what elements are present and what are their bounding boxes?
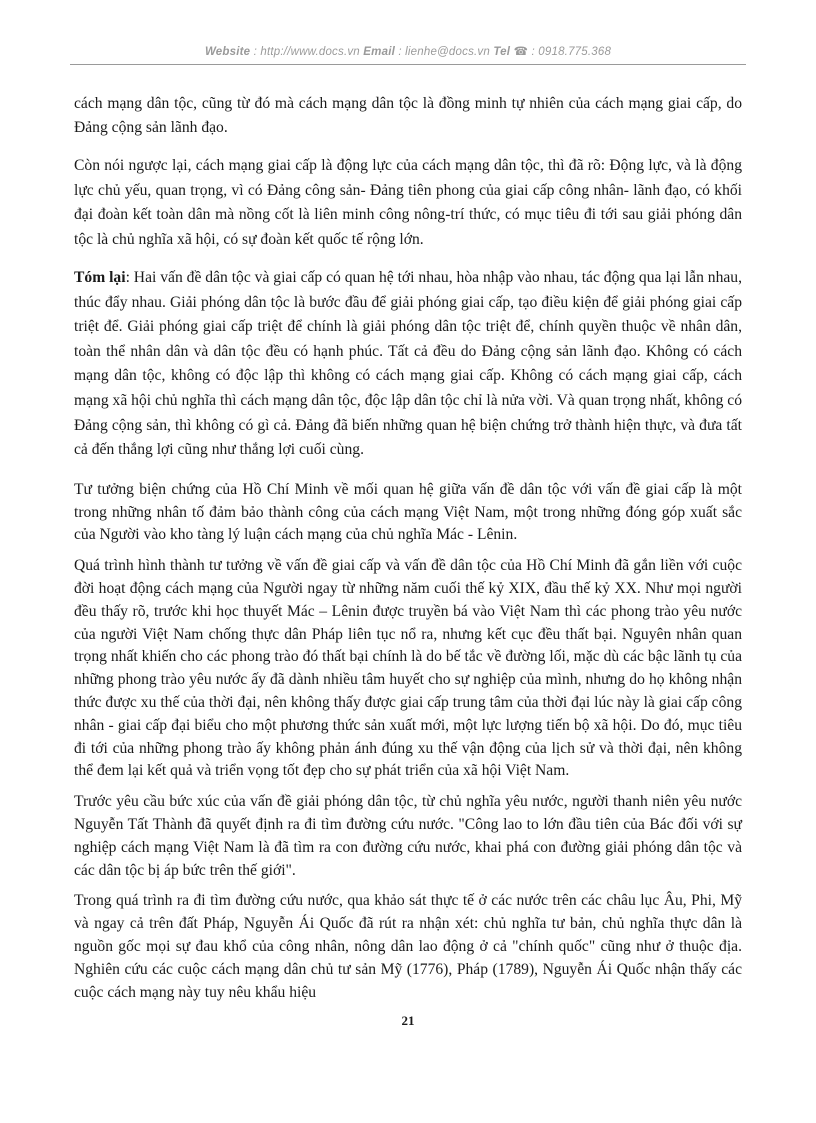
- page-header: [70, 44, 746, 58]
- summary-lead: Tóm lại: [74, 269, 126, 287]
- page-number: 21: [401, 1013, 415, 1028]
- tel-label: Tel: [493, 46, 511, 58]
- paragraph-1: cách mạng dân tộc, cũng từ đó mà cách mạng dân tộc là đồng minh tự nhiên của cách mạng giai cấp, do Đảng cộng sản lãnh đạo.: [74, 95, 742, 137]
- paragraph-4: Tư tưởng biện chứng của Hồ Chí Minh về mối quan hệ giữa vấn đề dân tộc với vấn đề giai cấp là một trong những nhân tố đảm bảo thành công của cách mạng Việt Nam, một trong những đóng góp xuất sắc của Người vào kho tàng lý luận cách mạng của chủ nghĩa Mác - Lênin.: [74, 480, 742, 544]
- header-divider: [70, 64, 746, 65]
- phone-number: : 0918.775.368: [528, 46, 612, 58]
- summary-text: : Hai vấn đề dân tộc và giai cấp có quan hệ tới nhau, hòa nhập vào nhau, tác động qua lại lẫn nhau, thúc đẩy nhau. Giải phóng dân tộc là bước đầu để giải phóng giai cấp, tạo điều kiện để giải phóng giai cấp triệt để. Giải phóng giai cấp triệt để chính là giải phóng dân tộc triệt để, chính quyền thuộc về nhân dân, toàn thể nhân dân và dân tộc đều có hạnh phúc. Tất cả đều do Đảng cộng sản lãnh đạo. Không có cách mạng dân tộc, không có độc lập thì không có cách mạng giai cấp. Không có cách mạng giai cấp, cách mạng xã hội chủ nghĩa thì cách mạng dân tộc, độc lập dân tộc chỉ là nửa vời. Và quan trọng nhất, không có Đảng cộng sản, thì không có gì cả. Đảng đã biến những quan hệ biện chứng trở thành hiện thực, và đưa tất cả đến thắng lợi cũng như thắng lợi cuối cùng.: [74, 269, 742, 459]
- body-text: [74, 92, 742, 1004]
- paragraph-summary: [74, 266, 742, 463]
- paragraph-6: Trước yêu cầu bức xúc của vấn đề giải phóng dân tộc, từ chủ nghĩa yêu nước, người thanh niên yêu nước Nguyễn Tất Thành đã quyết định ra đi tìm đường cứu nước. "Công lao to lớn đầu tiên của Bác đối với sự nghiệp cách mạng Việt Nam là đã tìm ra con đường cứu nước, khai phá con đường giải phóng dân tộc và các dân tộc bị áp bức trên thế giới".: [74, 793, 742, 879]
- website-label: Website: [204, 46, 251, 58]
- website-url: : http://www.docs.vn: [250, 46, 364, 58]
- phone-icon: ☎: [513, 46, 529, 58]
- paragraph-2: Còn nói ngược lại, cách mạng giai cấp là động lực của cách mạng dân tộc, thì đã rõ: Động lực, và là động lực chủ yếu, quan trọng, vì có Đảng công sản- Đảng tiên phong của giai cấp công nhân- lãnh đạo, có khối đại đoàn kết toàn dân mà nồng cốt là liên minh công nông-trí thức, có mục tiêu đi tới sau giải phóng dân tộc là chủ nghĩa xã hội, có sự đoàn kết quốc tế rộng lớn.: [74, 157, 742, 248]
- paragraph-5: Quá trình hình thành tư tưởng về vấn đề giai cấp và vấn đề dân tộc của Hồ Chí Minh đã gắn liền với cuộc đời hoạt động cách mạng của Người ngay từ những năm cuối thế kỷ XIX, đầu thế kỷ XX. Như mọi người đều thấy rõ, trước khi học thuyết Mác – Lênin được truyền bá vào Việt Nam thì các phong trào yêu nước của người Việt Nam chống thực dân Pháp liên tục nổ ra, nhưng kết cục đều thất bại. Nguyên nhân quan trọng nhất khiến cho các phong trào đó thất bại chính là do bế tắc về đường lối, mặc dù các bậc lãnh tụ của những phong trào yêu nước ấy đã dành nhiều tâm huyết cho sự nghiệp của mình, nhưng do họ không nhận thức được xu thế của thời đại, nên không thấy được giai cấp trung tâm của thời đại lúc này là giai cấp công nhân - giai cấp đại biểu cho một phương thức sản xuất mới, một lực lượng tiến bộ xã hội. Do đó, mục tiêu đi tới của những phong trào ấy không phản ánh đúng xu thế vận động của lịch sử và thời đại, nên không thể đem lại kết quả và triển vọng tốt đẹp cho sự phát triển của xã hội Việt Nam.: [74, 557, 742, 780]
- email-label: Email: [363, 46, 395, 58]
- email-address: : lienhe@docs.vn: [394, 46, 494, 58]
- paragraph-7: Trong quá trình ra đi tìm đường cứu nước, qua khảo sát thực tế ở các nước trên các châu lục Âu, Phi, Mỹ và ngay cả trên đất Pháp, Nguyễn Ái Quốc đã rút ra nhận xét: chủ nghĩa tư bản, chủ nghĩa thực dân là nguồn gốc mọi sự đau khổ của công nhân, nông dân lao động ở cả "chính quốc" cũng như ở thuộc địa. Nghiên cứu các cuộc cách mạng dân chủ tư sản Mỹ (1776), Pháp (1789), Nguyễn Ái Quốc nhận thấy các cuộc cách mạng này tuy nêu khẩu hiệu: [74, 892, 742, 1001]
